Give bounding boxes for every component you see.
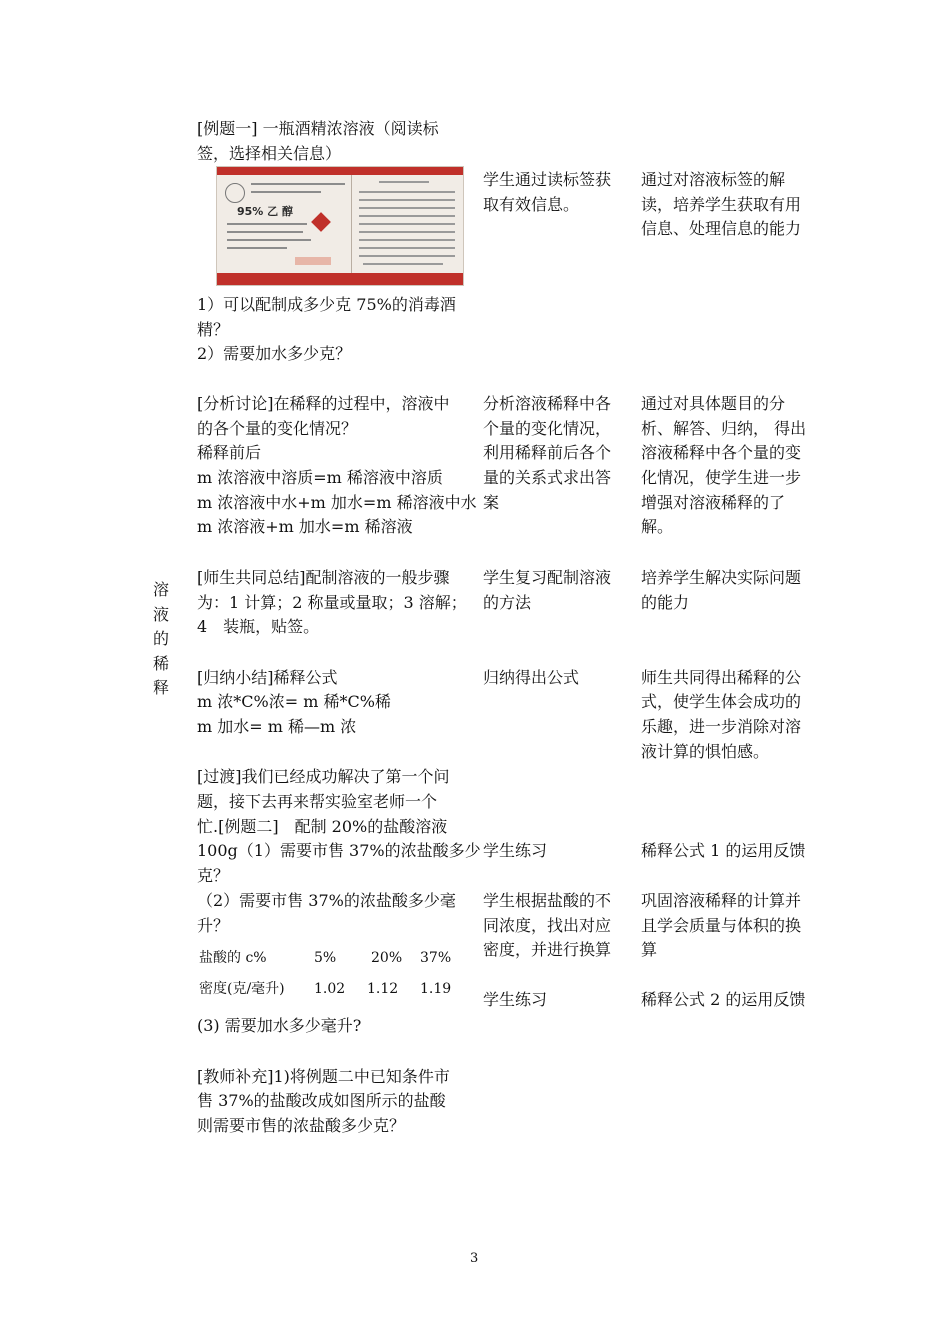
flammable-hazard-icon xyxy=(311,212,331,232)
question-3: (3) 需要加水多少毫升? xyxy=(197,1016,362,1035)
discussion-line: m 浓溶液中溶质=m 稀溶液中溶质 xyxy=(197,468,443,487)
label-product-name: 95% 乙 醇 xyxy=(237,205,293,218)
design-purpose: 稀释公式 1 的运用反馈 xyxy=(641,841,806,860)
page-number: 3 xyxy=(470,1251,479,1266)
design-purpose: 师生共同得出稀释的公 xyxy=(641,668,802,687)
table-cell: 1.02 xyxy=(314,981,346,997)
summary-line: 为：1 计算；2 称量或量取；3 溶解； xyxy=(197,593,467,612)
design-purpose: 增强对溶液稀释的了 xyxy=(641,493,786,512)
design-purpose: 培养学生解决实际问题 xyxy=(641,568,802,587)
transition-heading: [过渡]我们已经成功解决了第一个问 xyxy=(197,767,450,786)
table-cell: 5% xyxy=(314,950,337,966)
logo-circle-icon xyxy=(225,183,245,203)
design-purpose: 解。 xyxy=(641,517,674,536)
question-2b-cont: 升？ xyxy=(197,916,230,935)
student-activity: 量的关系式求出答 xyxy=(483,468,612,487)
student-activity: 取有效信息。 xyxy=(483,195,580,214)
table-row2-label: 密度(克/毫升) xyxy=(199,981,285,997)
summary-heading: [师生共同总结]配制溶液的一般步骤 xyxy=(197,568,450,587)
topic-char: 液 xyxy=(152,604,169,624)
transition-line: 题，接下去再来帮实验室老师一个 xyxy=(197,792,438,811)
formula-line: m 浓*C%浓= m 稀*C%稀 xyxy=(197,692,391,711)
question-1-cont: 精？ xyxy=(197,320,230,339)
design-purpose: 液计算的惧怕感。 xyxy=(641,742,770,761)
design-purpose: 析、解答、归纳， 得出 xyxy=(641,419,807,438)
topic-label xyxy=(151,578,171,701)
discussion-line: m 浓溶液+m 加水=m 稀溶液 xyxy=(197,517,413,536)
topic-char: 释 xyxy=(152,678,169,698)
topic-char: 稀 xyxy=(152,653,169,673)
transition-line: 克？ xyxy=(197,866,230,885)
question-2b: （2）需要市售 37%的浓盐酸多少毫 xyxy=(197,891,456,910)
student-activity: 的方法 xyxy=(483,593,532,612)
student-activity: 学生通过读标签获 xyxy=(483,170,612,189)
discussion-line: 的各个量的变化情况？ xyxy=(197,419,358,438)
topic-char: 溶 xyxy=(152,580,169,599)
transition-line: 100g（1）需要市售 37%的浓盐酸多少 xyxy=(197,841,481,860)
question-2: 2）需要加水多少克？ xyxy=(197,344,352,363)
design-purpose: 乐趣，进一步消除对溶 xyxy=(641,717,802,736)
design-purpose: 读，培养学生获取有用 xyxy=(641,195,802,214)
teacher-supplement-heading: [教师补充]1)将例题二中已知条件市 xyxy=(197,1067,450,1086)
design-purpose: 且学会质量与体积的换 xyxy=(641,916,802,935)
table-cell: 1.19 xyxy=(420,981,452,997)
table-row1-label: 盐酸的 c% xyxy=(199,950,267,966)
design-purpose: 信息、处理信息的能力 xyxy=(641,219,802,238)
example-one-title: [例题一] 一瓶酒精浓溶液（阅读标 xyxy=(197,119,439,138)
design-purpose: 稀释公式 2 的运用反馈 xyxy=(641,990,806,1009)
student-activity: 个量的变化情况， xyxy=(483,419,612,438)
summary-line: 4 装瓶，贴签。 xyxy=(197,617,320,636)
student-activity: 学生根据盐酸的不 xyxy=(483,891,612,910)
discussion-heading: [分析讨论]在稀释的过程中，溶液中 xyxy=(197,394,450,413)
student-activity: 密度，并进行换算 xyxy=(483,940,612,959)
design-purpose: 通过对具体题目的分 xyxy=(641,394,786,413)
design-purpose: 的能力 xyxy=(641,593,690,612)
teacher-supplement-line: 则需要市售的浓盐酸多少克？ xyxy=(197,1116,406,1135)
example-one-title-cont: 签，选择相关信息） xyxy=(197,144,342,163)
student-activity: 案 xyxy=(483,493,500,512)
design-purpose: 式，使学生体会成功的 xyxy=(641,692,802,711)
student-activity: 学生练习 xyxy=(483,841,548,860)
student-activity: 学生复习配制溶液 xyxy=(483,568,612,587)
discussion-line: 稀释前后 xyxy=(197,443,262,462)
teacher-supplement-line: 售 37%的盐酸改成如图所示的盐酸 xyxy=(197,1091,446,1110)
topic-char: 的 xyxy=(152,629,169,649)
design-purpose: 溶液稀释中各个量的变 xyxy=(641,443,802,462)
transition-line: 忙.[例题二] 配制 20%的盐酸溶液 xyxy=(197,817,448,836)
induction-heading: [归纳小结]稀释公式 xyxy=(197,668,338,687)
student-activity: 归纳得出公式 xyxy=(483,668,580,687)
table-cell: 1.12 xyxy=(367,981,399,997)
student-activity: 学生练习 xyxy=(483,990,548,1009)
alcohol-label-image xyxy=(216,166,464,286)
design-purpose: 通过对溶液标签的解 xyxy=(641,170,786,189)
student-activity: 同浓度，找出对应 xyxy=(483,916,612,935)
question-1: 1）可以配制成多少克 75%的消毒酒 xyxy=(197,295,456,314)
table-cell: 20% xyxy=(371,950,403,966)
student-activity: 分析溶液稀释中各 xyxy=(483,394,612,413)
formula-line: m 加水= m 稀—m 浓 xyxy=(197,717,357,736)
discussion-line: m 浓溶液中水+m 加水=m 稀溶液中水 xyxy=(197,493,477,512)
design-purpose: 巩固溶液稀释的计算并 xyxy=(641,891,802,910)
design-purpose: 化情况，使学生进一步 xyxy=(641,468,802,487)
design-purpose: 算 xyxy=(641,940,658,959)
student-activity: 利用稀释前后各个 xyxy=(483,443,612,462)
table-cell: 37% xyxy=(420,950,452,966)
